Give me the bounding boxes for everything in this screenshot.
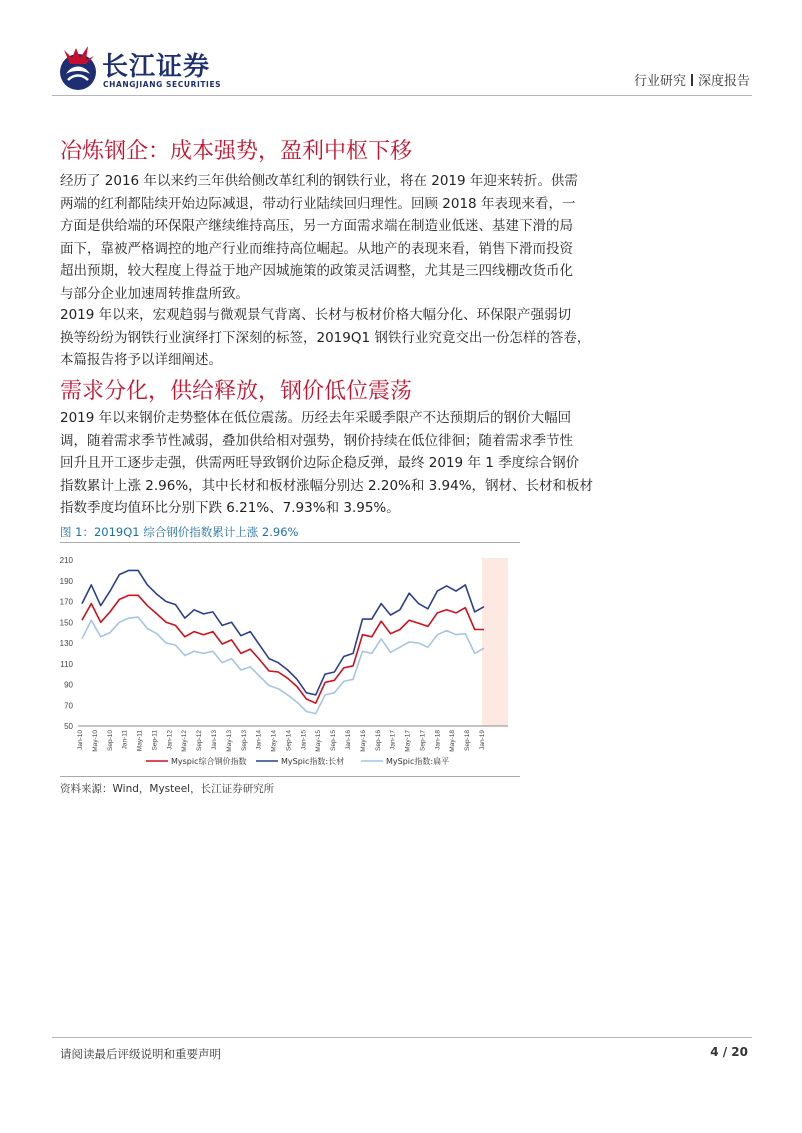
x-tick-label: Jan-11 (121, 730, 129, 750)
x-tick-label: Jan-10 (77, 730, 84, 750)
steel-price-index-chart (56, 548, 518, 773)
x-tick-label: Sep-10 (106, 730, 114, 751)
report-category (634, 70, 750, 89)
x-tick-label: May-11 (136, 730, 144, 752)
text-line: 面下，靠被严格调控的地产行业而维持高位崛起。从地产的表现来看，销售下滑而投资 (60, 240, 573, 257)
x-tick-label: Jan-18 (434, 730, 442, 750)
x-tick-label: Jan-16 (345, 730, 352, 750)
text-line: 方面是供给端的环保限产继续维持高压，另一方面需求端在制造业低迷、基建下滑的局 (60, 218, 573, 235)
page-number: 4 / 20 (710, 1045, 748, 1059)
y-tick-label: 130 (59, 639, 73, 648)
x-tick-label: May-10 (91, 730, 99, 752)
text-line: 指数累计上涨 2.96%，其中长材和板材涨幅分别达 2.20%和 3.94%，钢材、长材和板材 (60, 477, 594, 494)
text-line: 本篇报告将予以详细阐述。 (60, 352, 222, 369)
company-logo (52, 40, 252, 96)
text-line: 回升且开工逐步走强，供需两旺导致钢价边际企稳反弹，最终 2019 年 1 季度综合钢价 (60, 455, 580, 472)
text-line: 两端的红利都陆续开始边际减退，带动行业陆续回归理性。回顾 2018 年表现来看，一 (60, 195, 576, 212)
section1-heading: 冶炼钢企：成本强势，盈利中枢下移 (60, 139, 413, 164)
figure-source: 资料来源：Wind，Mysteel，长江证券研究所 (60, 783, 275, 795)
x-tick-label: Sep-11 (151, 730, 159, 751)
x-tick-label: Jan-17 (389, 730, 397, 750)
x-tick-label: Jan-15 (300, 730, 308, 750)
y-tick-label: 150 (59, 618, 73, 628)
changjiang-logo-icon (56, 44, 100, 92)
text-line: 换等纷纷为钢铁行业演绎打下深刻的标签，2019Q1 钢铁行业究竟交出一份怎样的答卷， (60, 329, 591, 346)
y-tick-label: 170 (59, 597, 73, 607)
figure-bottom-divider (60, 776, 520, 777)
figure-caption: 图 1：2019Q1 综合钢价指数累计上涨 2.96% (60, 525, 299, 539)
x-tick-label: Jan-13 (211, 730, 218, 750)
x-tick-label: Sep-15 (330, 730, 338, 751)
legend-label: MySpic指数:长材 (281, 757, 345, 766)
y-tick-label: 90 (64, 680, 73, 690)
x-tick-label: Jan-14 (255, 730, 263, 750)
header-divider (52, 95, 752, 96)
logo-english-text: CHANGJIANG SECURITIES (103, 80, 222, 89)
legend-label: Myspic综合钢价指数 (171, 757, 247, 766)
x-tick-label: Jan-19 (479, 730, 486, 750)
x-tick-label: May-18 (449, 730, 457, 752)
section1-paragraph-1 (60, 170, 743, 306)
x-tick-label: Sep-16 (374, 730, 382, 751)
series-line (82, 570, 484, 695)
section1-paragraph-2 (60, 304, 743, 372)
y-tick-label: 50 (64, 722, 73, 731)
x-tick-label: May-12 (181, 730, 189, 752)
footer-divider (52, 1037, 752, 1038)
x-tick-label: May-14 (270, 730, 278, 752)
legend-label: MySpic指数:扁平 (386, 757, 450, 766)
section2-heading: 需求分化，供给释放，钢价低位震荡 (60, 379, 413, 404)
text-line: 2019 年以来，宏观趋弱与微观景气背离、长材与板材价格大幅分化、环保限产强弱切 (60, 307, 572, 323)
x-tick-label: May-16 (359, 730, 367, 752)
text-line: 超出预期，较大程度上得益于地产因城施策的政策灵活调整，尤其是三四线棚改货币化 (60, 263, 573, 280)
x-tick-label: May-17 (404, 730, 412, 752)
highlight-band (482, 558, 508, 726)
x-tick-label: Sep-13 (240, 730, 248, 751)
x-tick-label: May-15 (315, 730, 323, 752)
text-line: 2019 年以来钢价走势整体在低位震荡。历经去年采暖季限产不达预期后的钢价大幅回 (60, 410, 572, 426)
y-tick-label: 110 (60, 659, 73, 669)
text-line: 经历了 2016 年以来约三年供给侧改革红利的钢铁行业，将在 2019 年迎来转折。供需 (60, 173, 578, 189)
figure-top-divider (60, 542, 520, 543)
x-tick-label: May-13 (225, 730, 233, 752)
text-line: 指数季度均值环比分别下跌 6.21%、7.93%和 3.95%。 (60, 500, 400, 517)
logo-chinese-text: 长江证券 (102, 52, 211, 82)
section2-paragraph (60, 407, 743, 520)
footer-disclaimer: 请阅读最后评级说明和重要声明 (60, 1047, 221, 1061)
text-line: 与部分企业加速周转推盘所致。 (60, 285, 249, 302)
x-tick-label: Sep-12 (196, 730, 204, 751)
category-type: 深度报告 (697, 74, 750, 89)
x-tick-label: Sep-17 (419, 730, 427, 751)
y-tick-label: 70 (64, 701, 73, 711)
y-tick-label: 210 (59, 556, 73, 565)
x-tick-label: Sep-18 (464, 730, 472, 751)
category-separator (691, 74, 693, 86)
y-tick-label: 190 (59, 576, 73, 586)
x-tick-label: Sep-14 (285, 730, 293, 751)
text-line: 调，随着需求季节性减弱，叠加供给相对强势，钢价持续在低位徘徊；随着需求季节性 (60, 432, 573, 449)
series-line (82, 595, 484, 703)
category-industry: 行业研究 (633, 74, 686, 89)
x-tick-label: Jan-12 (166, 730, 174, 750)
